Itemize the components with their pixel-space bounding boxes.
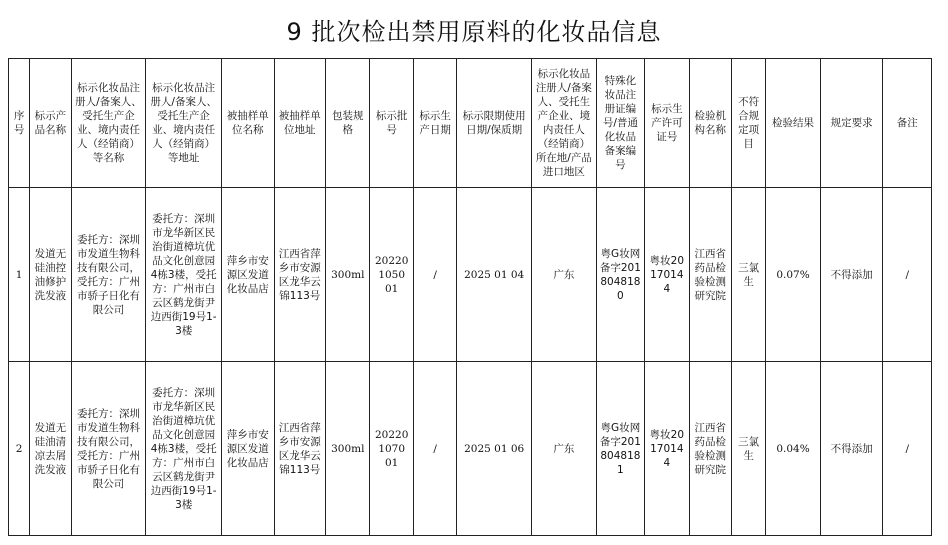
remarks: /	[883, 188, 932, 362]
header-cell: 特殊化妆品注册证编号/普通化妆品备案编号	[596, 59, 644, 188]
header-cell: 序号	[9, 59, 30, 188]
table-row	[9, 362, 932, 536]
header-row	[9, 59, 932, 188]
header-cell: 包装规格	[326, 59, 370, 188]
header-cell: 不符合规定项目	[731, 59, 765, 188]
batch-number: 202201070 01	[370, 362, 413, 536]
package-size: 300ml	[326, 188, 370, 362]
production-date: /	[413, 362, 456, 536]
header-cell: 备注	[883, 59, 932, 188]
company-name: 委托方：深圳市发道生物科技有限公司，受托方：广州市骄子日化有限公司	[71, 188, 146, 362]
header-cell: 标示产品名称	[30, 59, 71, 188]
product-name: 发道无硅油清凉去屑洗发液	[30, 362, 71, 536]
company-address: 委托方：深圳市龙华新区民治街道樟坑优品文化创意园4栋3楼，受托方：广州市白云区鹤龙街尹边西街19号1-3楼	[146, 362, 222, 536]
row-number: 1	[9, 188, 30, 362]
license-number: 粤妆20170144	[645, 362, 689, 536]
header-cell: 标示化妆品注册人/备案人、受托生产企业、境内责任人（经销商）等地址	[146, 59, 222, 188]
table-row	[9, 188, 932, 362]
test-result: 0.04%	[766, 362, 821, 536]
header-cell: 规定要求	[820, 59, 883, 188]
header-cell: 标示生产日期	[413, 59, 456, 188]
test-result: 0.07%	[766, 188, 821, 362]
requirement: 不得添加	[820, 362, 883, 536]
registration-number: 粤G妆网备字2018048180	[596, 188, 644, 362]
header-cell: 标示化妆品注册人/备案人、受托生产企业、境内责任人（经销商）所在地/产品进口地区	[532, 59, 597, 188]
batch-number: 202201050 01	[370, 188, 413, 362]
page-title: 9 批次检出禁用原料的化妆品信息	[286, 18, 662, 46]
origin-region: 广东	[532, 362, 597, 536]
row-number: 2	[9, 362, 30, 536]
header-cell: 标示生产许可证号	[645, 59, 689, 188]
package-size: 300ml	[326, 362, 370, 536]
expiry-date: 2025 01 06	[457, 362, 532, 536]
header-cell: 被抽样单位名称	[222, 59, 275, 188]
expiry-date: 2025 01 04	[457, 188, 532, 362]
header-cell: 标示限期使用日期/保质期	[457, 59, 532, 188]
nonconforming-item: 三氯生	[731, 362, 765, 536]
company-address: 委托方：深圳市龙华新区民治街道樟坑优品文化创意园4栋3楼，受托方：广州市白云区鹤龙街尹边西街19号1-3楼	[146, 188, 222, 362]
product-name: 发道无硅油控油修护洗发液	[30, 188, 71, 362]
sampled-unit-address: 江西省萍乡市安源区龙华云锦113号	[274, 188, 326, 362]
license-number: 粤妆20170144	[645, 188, 689, 362]
header-cell: 标示化妆品注册人/备案人、受托生产企业、境内责任人（经销商）等名称	[71, 59, 146, 188]
nonconforming-item: 三氯生	[731, 188, 765, 362]
inspection-table	[8, 58, 932, 536]
testing-institution: 江西省药品检验检测研究院	[689, 188, 731, 362]
testing-institution: 江西省药品检验检测研究院	[689, 362, 731, 536]
header-cell: 标示批号	[370, 59, 413, 188]
registration-number: 粤G妆网备字2018048181	[596, 362, 644, 536]
sampled-unit-name: 萍乡市安源区发道化妆品店	[222, 362, 275, 536]
header-cell: 被抽样单位地址	[274, 59, 326, 188]
header-cell: 检验结果	[766, 59, 821, 188]
remarks: /	[883, 362, 932, 536]
header-cell: 检验机构名称	[689, 59, 731, 188]
origin-region: 广东	[532, 188, 597, 362]
sampled-unit-address: 江西省萍乡市安源区龙华云锦113号	[274, 362, 326, 536]
sampled-unit-name: 萍乡市安源区发道化妆品店	[222, 188, 275, 362]
company-name: 委托方：深圳市发道生物科技有限公司，受托方：广州市骄子日化有限公司	[71, 362, 146, 536]
production-date: /	[413, 188, 456, 362]
requirement: 不得添加	[820, 188, 883, 362]
